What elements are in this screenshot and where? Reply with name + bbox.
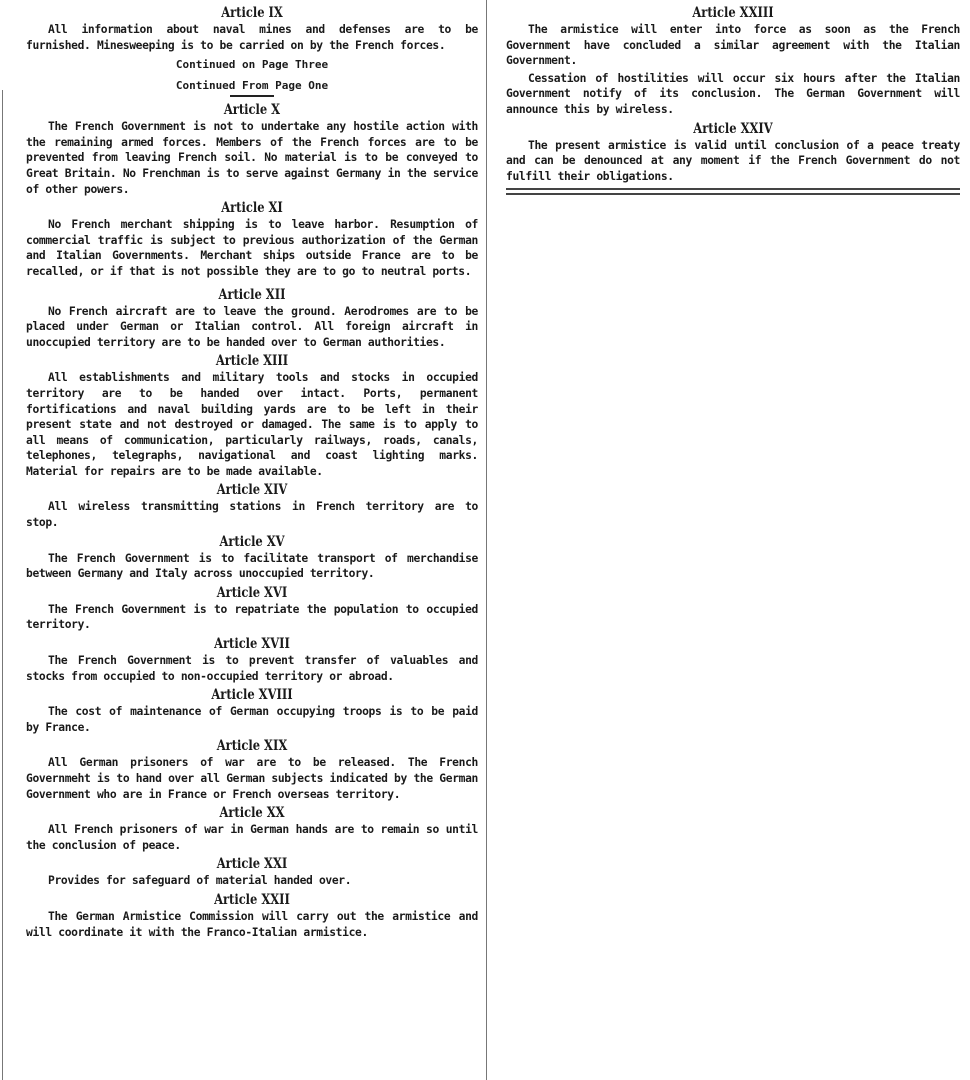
article-10-text: The French Government is not to undertake any hostile action with the remaining armed forces. Members of the French forces are to be prevented from leaving French soil. No material is to be conveyed to Great Britain. No Frenchman is to serve against Germany in the service of other powers.	[26, 120, 478, 196]
article-14-title: Article XIV	[216, 482, 288, 499]
article-22-title: Article XXII	[214, 891, 290, 908]
article-11-title: Article XI	[221, 200, 283, 217]
article-19-title: Article XIX	[216, 738, 288, 755]
article-13-text: All establishments and military tools and stocks in occupied territory are to be handed over intact. Ports, permanent fortifications and naval building yards are to be left in their present state and not destroyed or damaged. The same is to apply to all means of communication, particularly railways, roads, canals, telephones, telegraphs, navigational and coast lighting marks. Material for repairs are to be made available.	[26, 371, 478, 478]
article-17-text: The French Government is to prevent transfer of valuables and stocks from occupied to non-occupied territory or abroad.	[26, 654, 478, 683]
article-10-title: Article X	[223, 102, 281, 119]
article-11-text: No French merchant shipping is to leave harbor. Resumption of commercial traffic is subject to previous authorization of the German and Italian Governments. Merchant ships outside France are to be recalled, or if that is not possible they are to go to neutral ports.	[26, 218, 478, 278]
continued-from-note: Continued From Page One	[175, 79, 329, 93]
article-17-title: Article XVII	[214, 636, 290, 653]
end-rule	[506, 188, 960, 195]
continued-on-note: Continued on Page Three	[175, 58, 329, 72]
article-20-text: All French prisoners of war in German hands are to remain so until the conclusion of peace.	[26, 823, 478, 852]
continued-underline	[230, 95, 274, 97]
article-23-text-1: The armistice will enter into force as soon as the French Government have concluded a similar agreement with the Italian Government.	[506, 23, 960, 68]
article-21-text: Provides for safeguard of material handed over.	[48, 874, 352, 888]
article-13-title: Article XIII	[215, 353, 289, 370]
article-23-text-2: Cessation of hostilities will occur six hours after the Italian Government notify of its conclusion. The German Government will announce this by wireless.	[506, 71, 960, 116]
article-16-text: The French Government is to repatriate the population to occupied territory.	[26, 602, 478, 632]
article-9-title: Article IX	[221, 5, 283, 21]
article-14-text: All wireless transmitting stations in French territory are to stop.	[26, 500, 478, 530]
article-15-text: The French Government is to facilitate transport of merchandise between Germany and Italy across unoccupied territory.	[26, 551, 478, 581]
article-16-title: Article XVI	[216, 584, 288, 601]
article-23-title: Article XXIII	[692, 5, 774, 21]
article-9-text: All information about naval mines and defenses are to be furnished. Minesweeping is to be carried on by the French forces.	[26, 23, 478, 52]
article-18-text: The cost of maintenance of German occupying troops is to be paid by France.	[26, 705, 478, 734]
article-12-text: No French aircraft are to leave the ground. Aerodromes are to be placed under German or Italian control. All foreign aircraft in unoccupied territory are to be handed over to German authorities.	[26, 304, 478, 349]
right-column	[488, 0, 970, 195]
article-22-text: The German Armistice Commission will carry out the armistice and will coordinate it with the Franco-Italian armistice.	[26, 909, 478, 939]
article-24-title: Article XXIV	[693, 120, 773, 137]
article-21-title: Article XXI	[216, 856, 288, 873]
article-19-text: All German prisoners of war are to be released. The French Governmeht is to hand over all German subjects indicated by the German Government who are in France or French overseas territory.	[26, 756, 478, 801]
article-20-title: Article XX	[219, 805, 285, 822]
article-12-title: Article XII	[218, 286, 286, 303]
article-15-title: Article XV	[219, 533, 285, 550]
article-18-title: Article XVIII	[211, 687, 293, 704]
article-24-text: The present armistice is valid until conclusion of a peace treaty and can be denounced at any moment if the French Government do not fulfill their obligations.	[506, 138, 960, 183]
